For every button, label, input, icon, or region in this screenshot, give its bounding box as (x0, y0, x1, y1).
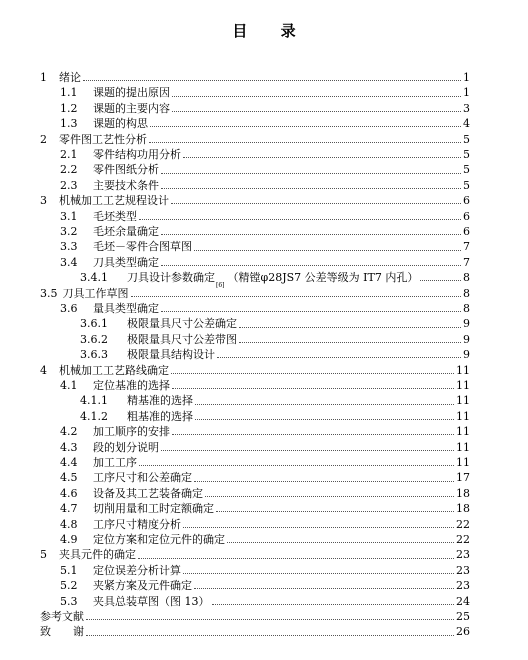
dot-leader (86, 635, 454, 636)
toc-entry-page-number: 5 (463, 147, 470, 161)
toc-entry-page-number: 9 (463, 348, 470, 362)
toc-entry-number: 2.3 (60, 178, 78, 192)
toc-entry[interactable] (60, 85, 470, 100)
toc-entry-number: 4.9 (60, 532, 78, 546)
toc-entry-label: 刀具类型确定 (93, 255, 159, 269)
toc-entry[interactable] (60, 594, 470, 609)
toc-entry-number: 3.6.3 (80, 348, 108, 362)
toc-entry-page-number: 7 (463, 240, 470, 254)
toc-entry[interactable] (60, 178, 470, 193)
dot-leader (131, 296, 462, 297)
dot-leader (139, 465, 454, 466)
toc-entry-number: 5.2 (60, 579, 78, 593)
toc-entry-label: 课题的提出原因 (93, 86, 170, 100)
toc-entry-page-number: 5 (463, 163, 470, 177)
toc-entry-number: 4.5 (60, 471, 78, 485)
toc-entry-page-number: 9 (463, 317, 470, 331)
toc-entry-number: 4.4 (60, 455, 78, 469)
toc-entry-page-number: 26 (456, 625, 470, 639)
toc-entry-label: 刀具工作草图 (62, 286, 129, 300)
dot-leader (239, 327, 461, 328)
toc-entry-label: 量具类型确定 (93, 301, 159, 315)
dot-leader (161, 450, 454, 451)
toc-entry[interactable] (60, 116, 470, 131)
dot-leader (149, 142, 461, 143)
dot-leader (150, 126, 461, 127)
toc-entry-page-number: 4 (463, 117, 470, 131)
toc-entry-page-number: 22 (456, 532, 470, 546)
dot-leader (205, 496, 454, 497)
dot-leader (194, 588, 454, 589)
dot-leader (161, 173, 461, 174)
toc-entry-label: 零件图纸分析 (93, 163, 159, 177)
toc-entry-page-number: 8 (463, 271, 470, 285)
toc-entry-number: 2.2 (60, 163, 78, 177)
dot-leader (86, 619, 454, 620)
toc-entry-page-number: 8 (463, 301, 470, 315)
toc-entry-number: 2.1 (60, 147, 78, 161)
dot-leader (172, 434, 454, 435)
toc-entry-page-number: 5 (463, 178, 470, 192)
dot-leader (171, 203, 461, 204)
toc-entry-page-number: 11 (456, 409, 470, 423)
dot-leader (172, 388, 454, 389)
dot-leader (161, 265, 461, 266)
toc-entry[interactable] (80, 316, 470, 331)
toc-entry-page-number: 5 (463, 132, 470, 146)
toc-entry[interactable] (60, 424, 470, 439)
toc-entry-number: 3.6 (60, 301, 78, 315)
toc-entry-label: 主要技术条件 (93, 178, 159, 192)
toc-entry-page-number: 6 (463, 209, 470, 223)
toc-entry-page-number: 9 (463, 332, 470, 346)
toc-entry[interactable] (60, 501, 470, 516)
toc-entry[interactable] (60, 239, 470, 254)
toc-entry-page-number: 1 (463, 70, 470, 84)
toc-entry[interactable] (60, 101, 470, 116)
toc-entry-number: 3 (40, 194, 47, 208)
toc-entry-label: 机械加工工艺路线确定 (59, 363, 169, 377)
toc-entry-page-number: 11 (456, 455, 470, 469)
dot-leader (171, 373, 454, 374)
toc-entry-label: 切削用量和工时定额确定 (93, 502, 214, 516)
toc-entry-page-number: 1 (463, 86, 470, 100)
dot-leader (217, 357, 461, 358)
toc-entry-number: 3.6.2 (80, 332, 108, 346)
toc-entry[interactable] (60, 162, 470, 177)
toc-entry-number: 4.6 (60, 486, 78, 500)
toc-entry-page-number: 18 (456, 486, 470, 500)
toc-entry-page-number: 22 (456, 517, 470, 531)
dot-leader (138, 558, 454, 559)
toc-entry-number: 4.1 (60, 378, 78, 392)
toc-entry[interactable] (60, 563, 470, 578)
toc-entry-page-number: 23 (456, 563, 470, 577)
toc-entry[interactable] (80, 347, 470, 362)
toc-entry-page-number: 18 (456, 502, 470, 516)
toc-entry-label: 课题的构思 (93, 117, 148, 131)
toc-entry-label: 致 谢 (40, 625, 84, 639)
toc-entry-label: 机械加工工艺规程设计 (59, 194, 169, 208)
toc-entry[interactable] (40, 363, 470, 378)
toc-entry-number: 5.1 (60, 563, 78, 577)
toc-entry-label: 参考文献 (40, 609, 84, 623)
dot-leader (183, 157, 461, 158)
toc-entry-label: 设备及其工艺装备确定 (93, 486, 203, 500)
toc-entry-number: 3.4 (60, 255, 78, 269)
toc-entry[interactable] (40, 547, 470, 562)
toc-entry-number: 4.1.2 (80, 409, 108, 423)
toc-entry-label: 段的划分说明 (93, 440, 159, 454)
toc-entry-number: 4 (40, 363, 47, 377)
toc-entry-number: 5 (40, 548, 47, 562)
toc-entry-label-note: （精镗φ28JS7 公差等级为 IT7 内孔） (227, 271, 419, 285)
toc-entry[interactable] (40, 193, 470, 208)
toc-entry-number: 3.4.1 (80, 271, 108, 285)
toc-entry-number: 4.7 (60, 502, 78, 516)
toc-entry-label: 极限量具尺寸公差带图 (127, 332, 237, 346)
dot-leader (83, 80, 461, 81)
toc-entry-label: 定位误差分析计算 (93, 563, 181, 577)
toc-entry-page-number: 11 (456, 440, 470, 454)
toc-entry-number: 5.3 (60, 594, 78, 608)
toc-entry[interactable] (60, 255, 470, 270)
toc-entry-page-number: 23 (456, 548, 470, 562)
dot-leader (195, 404, 454, 405)
dot-leader (161, 234, 461, 235)
dot-leader (172, 111, 461, 112)
toc-entry-number: 1 (40, 70, 47, 84)
toc-entry-label: 加工顺序的安排 (93, 425, 170, 439)
toc-entry[interactable] (40, 286, 470, 301)
toc-entry-label: 毛坯－零件合图草图 (93, 240, 192, 254)
dot-leader (161, 311, 461, 312)
toc-entry-number: 4.8 (60, 517, 78, 531)
toc-entry[interactable]: 3.4.1 刀具设计参数确定 [6] （精镗φ28JS7 公差等级为 IT7 内孔） 8 (80, 271, 470, 289)
toc-entry-page-number: 24 (456, 594, 470, 608)
toc-entry[interactable] (60, 470, 470, 485)
toc-entry[interactable] (80, 332, 470, 347)
toc-entry[interactable] (60, 486, 470, 501)
toc-entry-number: 4.2 (60, 425, 78, 439)
toc-entry[interactable] (60, 378, 470, 393)
toc-entry-label: 刀具设计参数确定 (127, 271, 215, 285)
toc-entry-label: 零件结构功用分析 (93, 147, 181, 161)
toc-entry-page-number: 11 (456, 394, 470, 408)
toc-entry-label: 工序尺寸和公差确定 (93, 471, 192, 485)
toc-entry-number: 3.6.1 (80, 317, 108, 331)
toc-entry[interactable] (60, 224, 470, 239)
toc-entry[interactable] (60, 578, 470, 593)
dot-leader (183, 573, 454, 574)
toc-entry-number: 4.1.1 (80, 394, 108, 408)
toc-entry[interactable] (40, 70, 470, 85)
toc-entry-label: 零件图工艺性分析 (59, 132, 147, 146)
toc-entry[interactable] (80, 393, 470, 408)
toc-entry-page-number: 7 (463, 255, 470, 269)
toc-entry-page-number: 25 (456, 609, 470, 623)
toc-entry[interactable] (60, 147, 470, 162)
toc-entry-number: 3.5 (40, 286, 58, 300)
toc-entry-number: 3.1 (60, 209, 78, 223)
toc-entry-page-number: 17 (456, 471, 470, 485)
toc-entry-label: 毛坯类型 (93, 209, 137, 223)
toc-entry-label: 夹紧方案及元件确定 (93, 579, 192, 593)
toc-entry[interactable] (60, 455, 470, 470)
dot-leader (195, 419, 454, 420)
dot-leader (194, 481, 454, 482)
toc-entry-number: 3.2 (60, 224, 78, 238)
toc-entry-label: 夹具元件的确定 (59, 548, 136, 562)
dot-leader (420, 280, 461, 281)
dot-leader (161, 188, 461, 189)
toc-entry[interactable] (60, 532, 470, 547)
toc-entry-page-number: 6 (463, 194, 470, 208)
toc-entry[interactable] (60, 440, 470, 455)
page-title: 目 录 (232, 22, 310, 40)
toc-entry-label: 毛坯余量确定 (93, 224, 159, 238)
dot-leader (216, 511, 454, 512)
dot-leader (183, 527, 454, 528)
toc-entry[interactable] (60, 517, 470, 532)
dot-leader (227, 542, 454, 543)
toc-entry[interactable] (80, 409, 470, 424)
toc-entry-page-number: 6 (463, 224, 470, 238)
toc-entry-label: 粗基准的选择 (127, 409, 193, 423)
toc-entry-page-number: 23 (456, 579, 470, 593)
toc-entry-number: 4.3 (60, 440, 78, 454)
toc-entry-label: 极限量具尺寸公差确定 (127, 317, 237, 331)
toc-entry-label: 精基准的选择 (127, 394, 193, 408)
toc-entry[interactable] (60, 301, 470, 316)
toc-entry[interactable] (40, 624, 470, 639)
toc-entry-page-number: 8 (463, 286, 470, 300)
dot-leader (139, 219, 461, 220)
dot-leader (194, 250, 461, 251)
toc-entry[interactable] (40, 132, 470, 147)
toc-entry-page-number: 3 (463, 101, 470, 115)
toc-entry-number: 1.2 (60, 101, 78, 115)
toc-entry[interactable] (40, 609, 470, 624)
toc-entry-label: 夹具总装草图（图 13） (93, 594, 210, 608)
toc-entry-label: 加工工序 (93, 455, 137, 469)
toc-entry-number: 2 (40, 132, 47, 146)
toc-entry-label: 定位基准的选择 (93, 378, 170, 392)
toc-entry-label: 课题的主要内容 (93, 101, 170, 115)
toc-entry-number: 1.3 (60, 117, 78, 131)
toc-entry-page-number: 11 (456, 378, 470, 392)
toc-entry-number: 1.1 (60, 86, 78, 100)
toc-entry[interactable] (60, 209, 470, 224)
toc-entry-label: 定位方案和定位元件的确定 (93, 532, 225, 546)
toc-entry-page-number: 11 (456, 425, 470, 439)
toc-entry-page-number: 11 (456, 363, 470, 377)
dot-leader (239, 342, 461, 343)
dot-leader (212, 604, 455, 605)
toc-entry-number: 3.3 (60, 240, 78, 254)
toc-entry-label: 极限量具结构设计 (127, 348, 215, 362)
toc-entry-label: 绪论 (59, 70, 81, 84)
dot-leader (172, 96, 461, 97)
toc-entry-label: 工序尺寸精度分析 (93, 517, 181, 531)
